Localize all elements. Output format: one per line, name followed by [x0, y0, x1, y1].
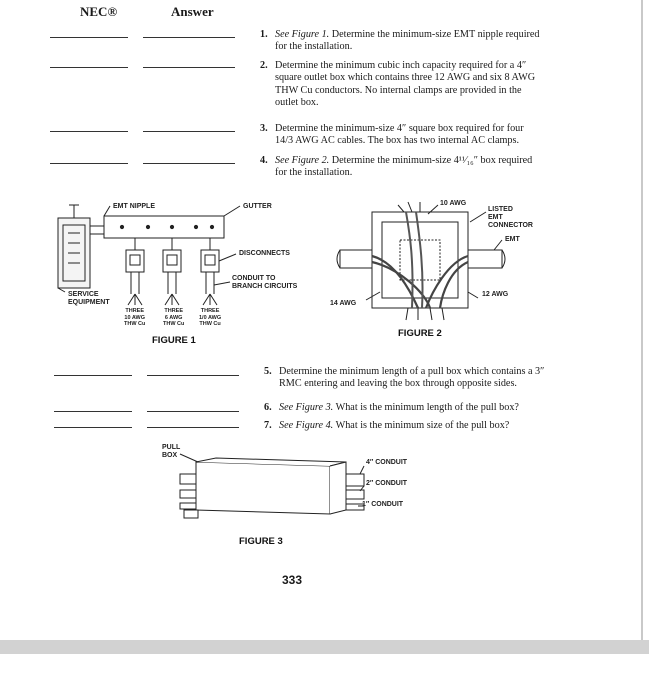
question-lead: See Figure 3. [279, 402, 334, 413]
viewer-bottom-area [0, 654, 649, 700]
label-2in-conduit: 2″ CONDUIT [366, 480, 408, 487]
label-12awg: 12 AWG [482, 291, 509, 298]
question-text: Determine the minimum-size 4¹¹⁄₁₆″ box required for the installation. [275, 155, 533, 179]
figure-3-title: FIGURE 3 [239, 536, 283, 547]
question-lead: See Figure 4. [279, 420, 334, 431]
figure-1-title: FIGURE 1 [152, 335, 196, 346]
label-listed-line1: LISTED [488, 206, 513, 213]
nec-header: NEC® [80, 4, 118, 19]
question-lead: See Figure 2. [275, 155, 330, 166]
label-listed-line3: CONNECTOR [488, 222, 533, 229]
question-text: What is the minimum length of the pull box? [333, 402, 519, 413]
label-pull-line2: BOX [162, 452, 178, 459]
wire-count: THREE [200, 308, 220, 314]
question-number: 4. [260, 155, 268, 166]
label-1in-conduit: 1″ CONDUIT [362, 501, 404, 508]
question-text: Determine the minimum-size 4″ square box required for four 14/3 AWG AC cables. The box has two internal AC clamps. [275, 123, 524, 147]
wire-count: THREE [125, 308, 145, 314]
wire-type: THW Cu [199, 321, 221, 327]
label-conduit-line2: BRANCH CIRCUITS [232, 283, 298, 290]
answer-header: Answer [171, 4, 214, 19]
question-text: Determine the minimum cubic inch capacity required for a 4″ square outlet box which contains three 12 AWG and six 8 AWG THW Cu conductors. No internal clamps are provided in the outlet box. [275, 60, 536, 109]
label-service-line2: EQUIPMENT [68, 299, 110, 306]
wire-size: 10 AWG [124, 314, 145, 321]
label-listed-line2: EMT [488, 214, 503, 221]
page-number: 333 [282, 573, 303, 587]
wire-size: 6 AWG [164, 314, 183, 321]
label-pull-line1: PULL [162, 444, 181, 451]
label-gutter: GUTTER [243, 203, 272, 210]
question-number: 7. [264, 420, 272, 431]
question-number: 6. [264, 402, 272, 413]
question-text: Determine the minimum length of a pull box which contains a 3″ RMC entering and leaving the box through opposite sides. [279, 366, 545, 390]
label-14awg: 14 AWG [330, 300, 357, 307]
wire-type: THW Cu [163, 321, 185, 327]
figure-2-title: FIGURE 2 [398, 328, 442, 339]
label-service-line1: SERVICE [68, 291, 99, 298]
wire-size: 1/0 AWG [199, 314, 222, 321]
label-emt: EMT [505, 236, 520, 243]
label-disconnects: DISCONNECTS [239, 250, 290, 257]
wire-type: THW Cu [124, 321, 146, 327]
wire-count: THREE [164, 308, 184, 314]
label-conduit-line1: CONDUIT TO [232, 275, 276, 282]
label-emt-nipple: EMT NIPPLE [113, 203, 156, 210]
question-lead: See Figure 1. [275, 29, 330, 40]
question-number: 2. [260, 60, 268, 71]
viewer-separator [0, 640, 649, 654]
question-text: What is the minimum size of the pull box? [333, 420, 510, 431]
label-10awg: 10 AWG [440, 200, 467, 207]
label-4in-conduit: 4″ CONDUIT [366, 459, 408, 466]
question-number: 3. [260, 123, 268, 134]
question-text: Determine the minimum-size EMT nipple required for the installation. [275, 29, 540, 53]
page-edge [641, 0, 643, 700]
question-number: 5. [264, 366, 272, 377]
question-number: 1. [260, 29, 268, 40]
